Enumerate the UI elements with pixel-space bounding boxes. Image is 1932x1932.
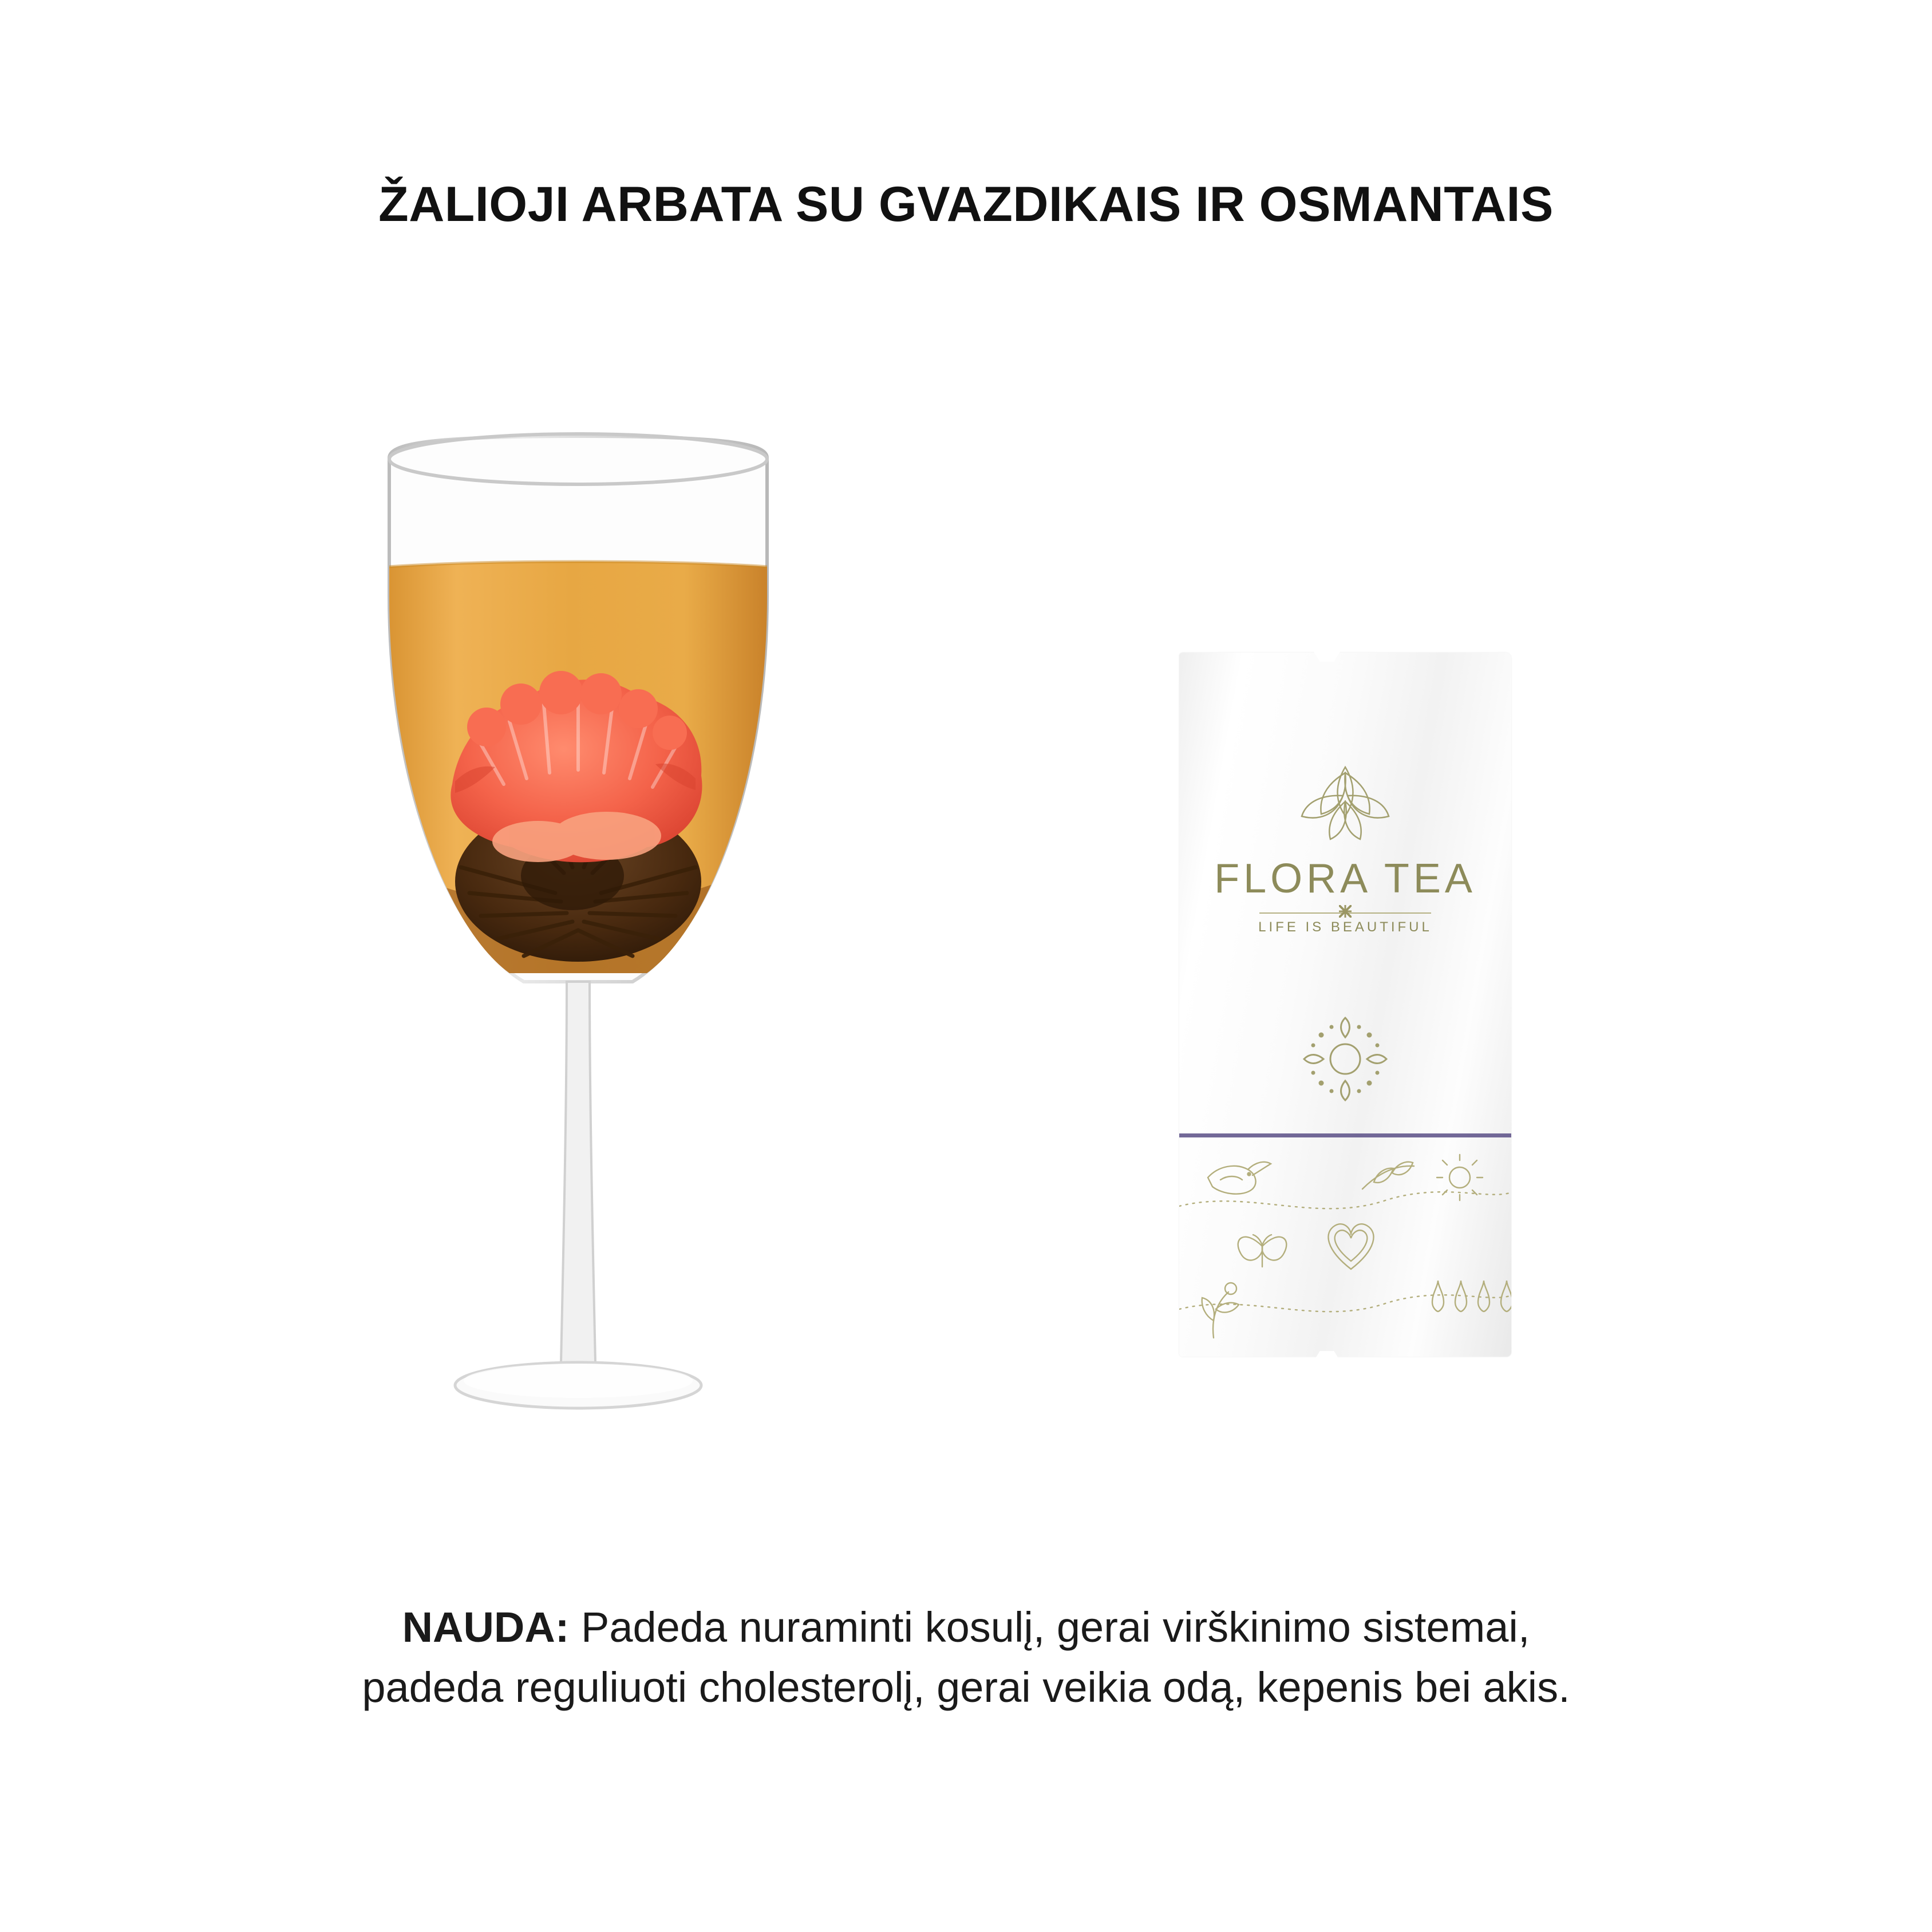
tea-glass-image xyxy=(321,424,836,1471)
tea-sachet-image xyxy=(1168,630,1568,1385)
flower-icon xyxy=(1202,1283,1239,1338)
benefit-line-1: Padeda nuraminti kosulį, gerai virškinimo sistemai, xyxy=(569,1603,1530,1651)
benefit-label: NAUDA: xyxy=(402,1603,570,1651)
sachet xyxy=(1168,630,1523,1380)
sachet-decorative-pattern xyxy=(1179,1137,1511,1357)
heart-icon xyxy=(1328,1224,1373,1269)
droplet-icon xyxy=(1432,1281,1511,1311)
sachet-brand-name: FLORA TEA xyxy=(1214,856,1476,902)
flower-mark-icon xyxy=(1168,761,1523,847)
benefit-text xyxy=(97,1597,1835,1717)
sachet-color-band xyxy=(1179,1133,1511,1137)
bird-icon xyxy=(1208,1162,1271,1194)
leaf-icon xyxy=(1362,1162,1414,1189)
page-title: ŽALIOJI ARBATA SU GVAZDIKAIS IR OSMANTAIS xyxy=(378,177,1554,232)
sachet-logo xyxy=(1168,761,1523,935)
sun-bloom-icon xyxy=(1168,1008,1523,1113)
sachet-divider xyxy=(1259,912,1431,914)
butterfly-icon xyxy=(1238,1235,1287,1267)
sachet-tagline: LIFE IS BEAUTIFUL xyxy=(1258,919,1432,935)
sun-icon xyxy=(1437,1155,1483,1200)
benefit-line-2: padeda reguliuoti cholesterolį, gerai veikia odą, kepenis bei akis. xyxy=(362,1664,1570,1712)
product-image-area xyxy=(0,401,1932,1488)
